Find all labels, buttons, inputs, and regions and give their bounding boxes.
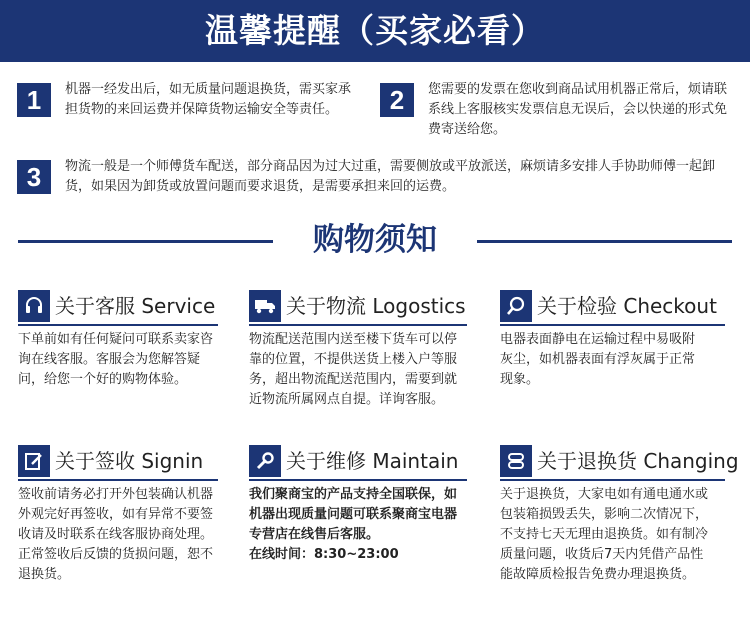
card-checkout-header [500, 290, 725, 326]
wrench-icon [249, 445, 281, 477]
section-title: 购物须知 [313, 222, 437, 258]
card-signin-header [18, 445, 218, 481]
exchange-icon [500, 445, 532, 477]
card-signin-text: 签收前请务必打开外包装确认机器外观完好再签收，如有异常不要签收请及时联系在线客服协商处理。正常签收后反馈的货损问题，恕不退换货。 [18, 487, 214, 582]
card-maintain-header [249, 445, 467, 481]
tip-number-1: 1 [17, 83, 51, 117]
card-maintain-desc: 我们聚商宝的产品支持全国联保，如机器出现质量问题可联系聚商宝电器专营店在线售后客服。 [249, 487, 458, 542]
card-changing-title: 关于退换货 Changing [537, 449, 739, 473]
card-maintain-hours: 8:30~23:00 [314, 547, 399, 562]
card-service-text: 下单前如有任何疑问可联系卖家咨询在线客服。客服会为您解答疑问，给您一个好的购物体验。 [18, 332, 214, 387]
tip-text-1: 机器一经发出后，如无质量问题退换货，需买家承担货物的来回运费并保障货物运输安全等责任。 [65, 82, 352, 117]
card-service-title: 关于客服 Service [55, 294, 216, 318]
card-checkout-title: 关于检验 Checkout [537, 294, 717, 318]
card-maintain-title: 关于维修 Maintain [286, 449, 459, 473]
card-maintain-hours-label: 在线时间： [249, 547, 315, 562]
banner-title: 温馨提醒（买家必看） [0, 0, 750, 62]
tip-number-2: 2 [380, 83, 414, 117]
tip-text-3: 物流一般是一个师傅货车配送，部分商品因为过大过重，需要侧放或平放派送，麻烦请多安排人手协助师傅一起卸货，如果因为卸货或放置问题而要求退货，是需要承担来回的运费。 [65, 159, 716, 194]
card-logistics-header [249, 290, 467, 326]
truck-icon [249, 290, 281, 322]
card-service-header [18, 290, 218, 326]
headset-icon [18, 290, 50, 322]
tip-text-2: 您需要的发票在您收到商品试用机器正常后，烦请联系线上客服核实发票信息无误后，会以快递的形式免费寄送给您。 [428, 82, 728, 137]
card-checkout-text: 电器表面静电在运输过程中易吸附灰尘，如机器表面有浮灰属于正常现象。 [500, 332, 696, 387]
tip-number-3: 3 [17, 160, 51, 194]
card-logistics-title: 关于物流 Logostics [286, 294, 466, 318]
card-signin-title: 关于签收 Signin [55, 449, 204, 473]
card-changing-header [500, 445, 739, 481]
card-maintain-text [249, 485, 464, 565]
sign-icon [18, 445, 50, 477]
card-changing-text: 关于退换货，大家电如有通电通水或包装箱损毁丢失，影响二次情况下，不支持七天无理由退换货。如有制冷质量问题，收货后7天内凭借产品性能故障质检报告免费办理退换货。 [500, 487, 709, 582]
magnifier-icon [500, 290, 532, 322]
card-logistics-text: 物流配送范围内送至楼下货车可以停靠的位置，不提供送货上楼入户等服务，超出物流配送范围内，需要到就近物流所属网点自提。详询客服。 [249, 332, 458, 407]
